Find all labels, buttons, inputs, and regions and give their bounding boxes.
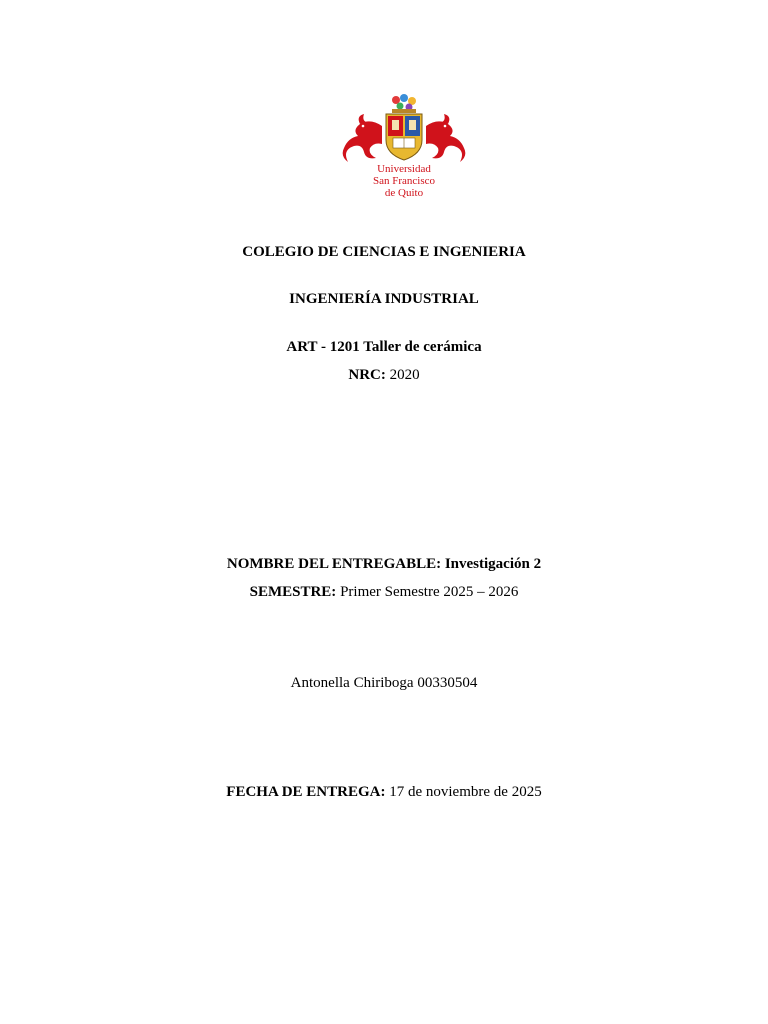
university-crest-icon bbox=[330, 92, 476, 200]
college-heading: COLEGIO DE CIENCIAS E INGENIERIA bbox=[242, 244, 526, 260]
program-heading: INGENIERÍA INDUSTRIAL bbox=[289, 291, 479, 307]
semester-line bbox=[0, 583, 768, 601]
due-date-label: FECHA DE ENTREGA: bbox=[226, 784, 386, 800]
svg-text:Universidad: Universidad bbox=[377, 163, 431, 175]
deliverable-value: Investigación 2 bbox=[441, 556, 542, 572]
semester-value: Primer Semestre 2025 – 2026 bbox=[336, 584, 519, 600]
student-name: Antonella Chiriboga 00330504 bbox=[290, 675, 478, 691]
svg-text:de Quito: de Quito bbox=[384, 187, 424, 199]
semester-label: SEMESTRE: bbox=[249, 584, 337, 600]
svg-text:San Francisco: San Francisco bbox=[372, 175, 436, 187]
nrc-label: NRC: bbox=[348, 367, 386, 383]
university-logo bbox=[330, 92, 476, 200]
deliverable-label: NOMBRE DEL ENTREGABLE: bbox=[226, 556, 442, 572]
deliverable-line bbox=[0, 555, 768, 573]
course-title: ART - 1201 Taller de cerámica bbox=[286, 339, 482, 355]
due-date-value: 17 de noviembre de 2025 bbox=[385, 784, 542, 800]
nrc-line bbox=[0, 366, 768, 384]
nrc-value: 2020 bbox=[385, 367, 420, 383]
due-date-line bbox=[0, 783, 768, 801]
